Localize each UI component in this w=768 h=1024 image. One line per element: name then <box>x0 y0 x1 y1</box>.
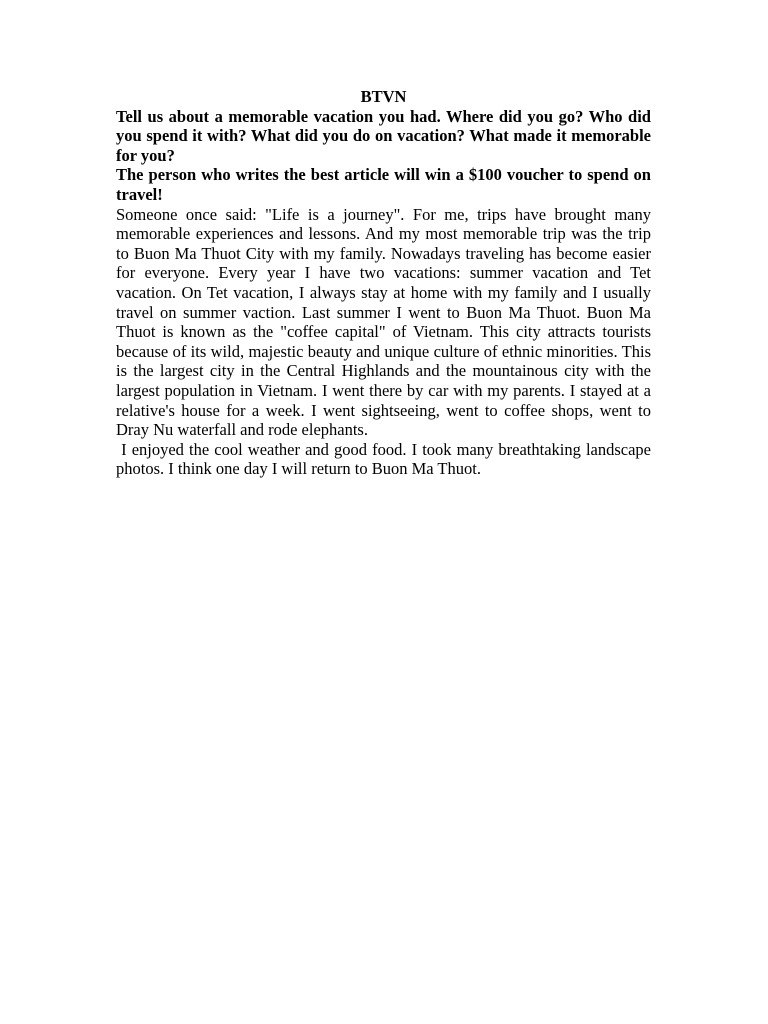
document-title: BTVN <box>360 87 407 106</box>
body-paragraph-closing: I enjoyed the cool weather and good food. I took many breathtaking landscape photos. I think one day I will return to Buon Ma Thuot. <box>116 439 651 479</box>
body-paragraph: Someone once said: "Life is a journey". For me, trips have brought many memorable experiences and lessons. And my most memorable trip was the trip to Buon Ma Thuot City with my family. Nowadays traveling has become easier for everyone. Every year I have two vacations: summer vacation and Tet vacation. On Tet vacation, I always stay at home with my family and I usually travel on summer vaction. Last summer I went to Buon Ma Thuot. Buon Ma Thuot is known as the "coffee capital" of Vietnam. This city attracts tourists because of its wild, majestic beauty and unique culture of ethnic minorities. This is the largest city in the Central Highlands and the mountainous city with the largest population in Vietnam. I went there by car with my parents. I stayed at a relative's house for a week. I went sightseeing, went to coffee shops, went to Dray Nu waterfall and rode elephants. <box>116 204 651 440</box>
document-page <box>116 87 651 479</box>
prompt-question: Tell us about a memorable vacation you had. Where did you go? Who did you spend it with? What did you do on vacation? What made it memorable for you? <box>116 106 651 165</box>
prompt-prize: The person who writes the best article will win a $100 voucher to spend on travel! <box>116 165 651 204</box>
